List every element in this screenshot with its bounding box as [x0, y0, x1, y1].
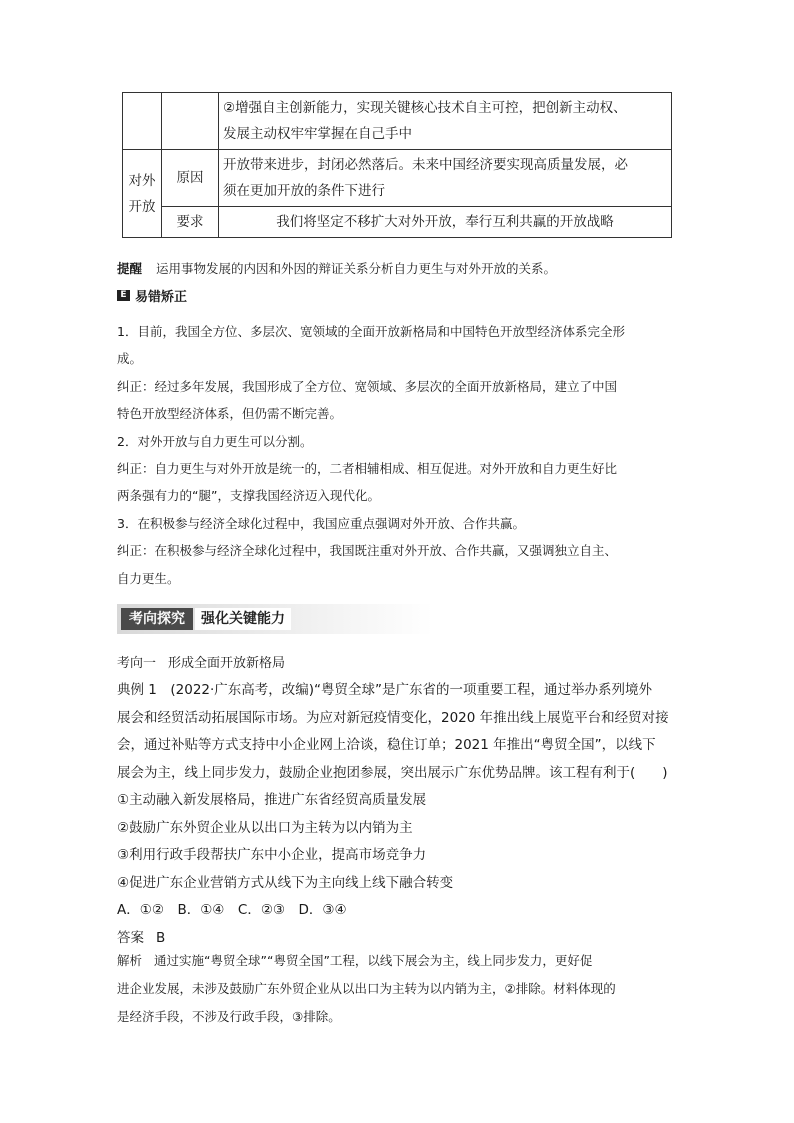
- section-banner: [117, 604, 433, 634]
- banner-dark-label: 考向探究: [121, 608, 193, 630]
- correction-line: 1．目前，我国全方位、多层次、宽领域的全面开放新格局和中国特色开放型经济体系完全形: [117, 324, 625, 339]
- correction-line: 特色开放型经济体系，但仍需不断完善。: [117, 406, 343, 422]
- table-cell: [123, 93, 162, 150]
- answer-value: B: [156, 929, 166, 946]
- table-cell: [162, 93, 219, 150]
- group-label-cell: [123, 150, 162, 238]
- example-line: 展会和经贸活动拓展国际市场。为应对新冠疫情变化，2020 年推出线上展览平台和经贸对接: [117, 709, 669, 726]
- banner-light-label: 强化关键能力: [195, 608, 291, 630]
- group-label-line: 开放: [128, 198, 156, 215]
- correction-line: 3．在积极参与经济全球化过程中，我国应重点强调对外开放、合作共赢。: [117, 515, 525, 531]
- row-label-cell: 原因: [162, 150, 219, 207]
- section-badge-icon: E: [117, 290, 130, 301]
- analysis-line: 进企业发展，未涉及鼓励广东外贸企业从以出口为主转为以内销为主，②排除。材料体现的: [117, 981, 616, 996]
- correction-line: 两条强有力的“腿”，支撑我国经济迈入现代化。: [117, 488, 380, 504]
- topic-label: 考向一: [117, 656, 157, 671]
- tip-paragraph: [117, 255, 683, 282]
- analysis-label: 解析: [117, 953, 143, 968]
- row-label-cell: 要求: [162, 207, 219, 238]
- tip-text: 运用事物发展的内因和外因的辩证关系分析自力更生与对外开放的关系。: [156, 261, 557, 276]
- table-text-line: ②增强自主创新能力，实现关键核心技术自主可控，把创新主动权、: [223, 100, 627, 116]
- topic-title: 形成全面开放新格局: [168, 656, 286, 671]
- analysis-block: [117, 947, 683, 1031]
- option-item: ③利用行政手段帮扶广东中小企业，提高市场竞争力: [117, 847, 427, 863]
- table-cell-content: 我们将坚定不移扩大对外开放，奉行互利共赢的开放战略: [219, 207, 672, 238]
- option-item: ①主动融入新发展格局，推进广东省经贸高质量发展: [117, 792, 427, 808]
- correction-line: 纠正：在积极参与经济全球化过程中，我国既注重对外开放、合作共赢，又强调独立自主、: [117, 543, 618, 559]
- option-item: ④促进广东企业营销方式从线下为主向线上线下融合转变: [117, 874, 454, 891]
- tip-label: 提醒: [117, 261, 143, 276]
- answer-choices: A．①② B．①④ C．②③ D．③④: [117, 902, 347, 918]
- example-block: [117, 677, 687, 952]
- table-cell-content: [219, 150, 672, 207]
- correction-line: 成。: [117, 351, 143, 367]
- example-line: 典例 1 (2022·广东高考，改编)“粤贸全球”是广东省的一项重要工程，通过举办系列境外: [117, 682, 653, 698]
- answer-label: 答案: [117, 929, 144, 946]
- example-line: 展会为主，线上同步发力，鼓励企业抱团参展，突出展示广东优势品牌。该工程有利于( ): [117, 764, 668, 781]
- table-row: [123, 207, 672, 238]
- analysis-line: [117, 947, 683, 975]
- correction-line: 2．对外开放与自力更生可以分割。: [117, 433, 313, 449]
- section-title: 易错矫正: [135, 290, 188, 305]
- section-heading: [117, 286, 187, 305]
- correction-line: 自力更生。: [117, 570, 180, 586]
- table-text-line: 发展主动权牢牢掌握在自己手中: [223, 126, 412, 142]
- corrections-block: [117, 318, 683, 592]
- analysis-text: 通过实施“粤贸全球”“粤贸全国”工程，以线下展会为主，线上同步发力，更好促: [154, 953, 593, 968]
- summary-table: [122, 92, 672, 238]
- table-text-line: 须在更加开放的条件下进行: [223, 183, 385, 199]
- option-item: ②鼓励广东外贸企业从以出口为主转为以内销为主: [117, 819, 413, 836]
- topic-heading: [117, 650, 687, 678]
- analysis-line: 是经济手段，不涉及行政手段，③排除。: [117, 1009, 341, 1024]
- table-row: [123, 150, 672, 207]
- correction-line: 纠正：经过多年发展，我国形成了全方位、宽领域、多层次的全面开放新格局，建立了中国: [117, 378, 618, 394]
- group-label-line: 对外: [128, 172, 156, 189]
- table-cell-content: [219, 93, 672, 150]
- table-row: [123, 93, 672, 150]
- table-text-line: 开放带来进步，封闭必然落后。未来中国经济要实现高质量发展，必: [223, 157, 628, 173]
- correction-line: 纠正：自力更生与对外开放是统一的，二者相辅相成、相互促进。对外开放和自力更生好比: [117, 461, 618, 477]
- example-line: 会，通过补贴等方式支持中小企业网上洽谈，稳住订单；2021 年推出“粤贸全国”，以线下: [117, 737, 656, 753]
